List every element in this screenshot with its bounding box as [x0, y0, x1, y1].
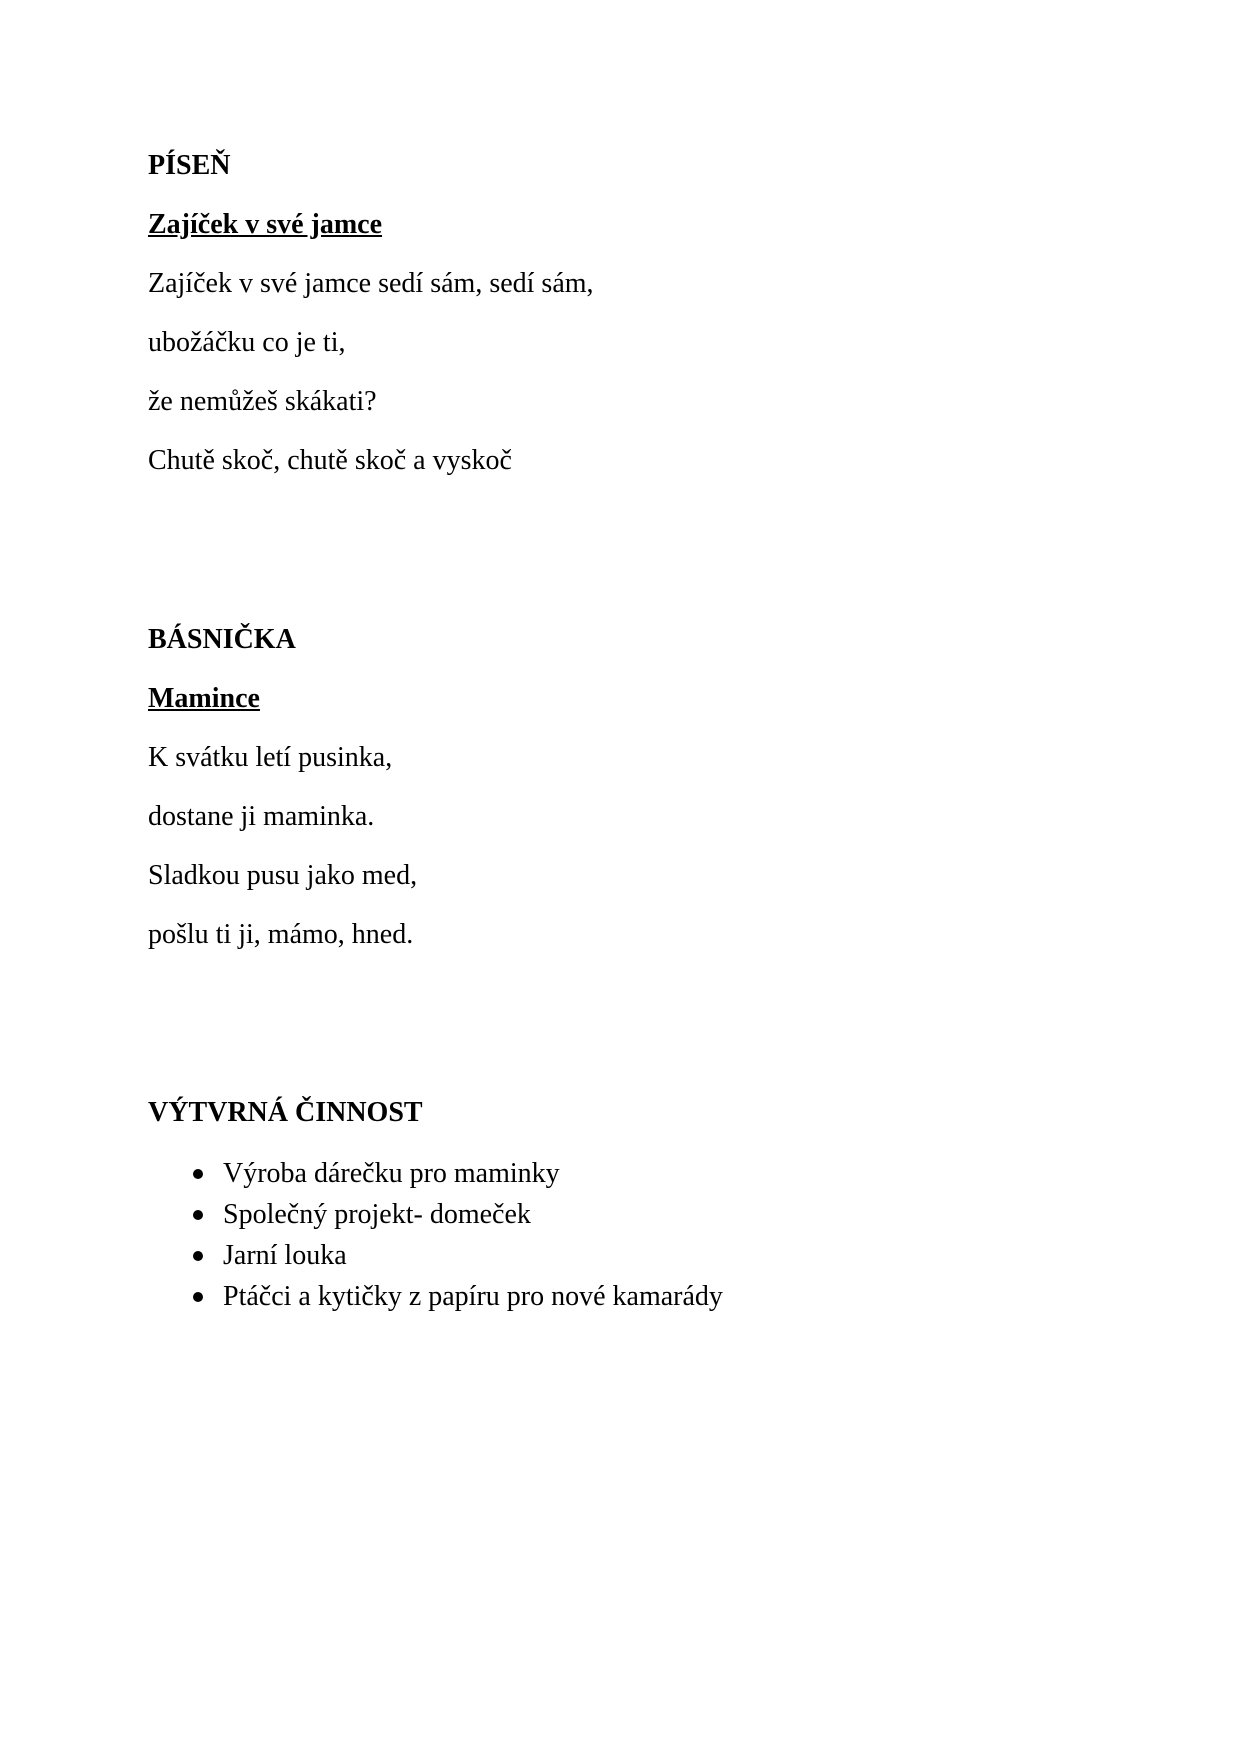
poem-line-1: K svátku letí pusinka, — [148, 742, 393, 773]
song-line-1: Zajíček v své jamce sedí sám, sedí sám, — [148, 268, 594, 299]
bullet-icon — [193, 1292, 203, 1302]
song-line-3: že nemůžeš skákati? — [148, 386, 377, 417]
list-item-text: Ptáčci a kytičky z papíru pro nové kamarády — [223, 1281, 723, 1312]
song-title: Zajíček v své jamce — [148, 209, 383, 240]
list-item-text: Výroba dárečku pro maminky — [223, 1158, 560, 1189]
poem-line-2: dostane ji maminka. — [148, 801, 375, 832]
list-item-text: Jarní louka — [223, 1240, 347, 1271]
bullet-icon — [193, 1251, 203, 1261]
poem-line-3: Sladkou pusu jako med, — [148, 860, 418, 891]
song-heading: PÍSEŇ — [148, 150, 231, 181]
song-line-2: ubožáčku co je ti, — [148, 327, 346, 358]
poem-title: Mamince — [148, 683, 260, 714]
bullet-icon — [193, 1210, 203, 1220]
poem-line-4: pošlu ti ji, mámo, hned. — [148, 919, 414, 950]
poem-heading: BÁSNIČKA — [148, 624, 296, 655]
bullet-icon — [193, 1169, 203, 1179]
art-heading: VÝTVRNÁ ČINNOST — [148, 1097, 423, 1128]
list-item-text: Společný projekt- domeček — [223, 1199, 531, 1230]
song-line-4: Chutě skoč, chutě skoč a vyskoč — [148, 445, 512, 476]
